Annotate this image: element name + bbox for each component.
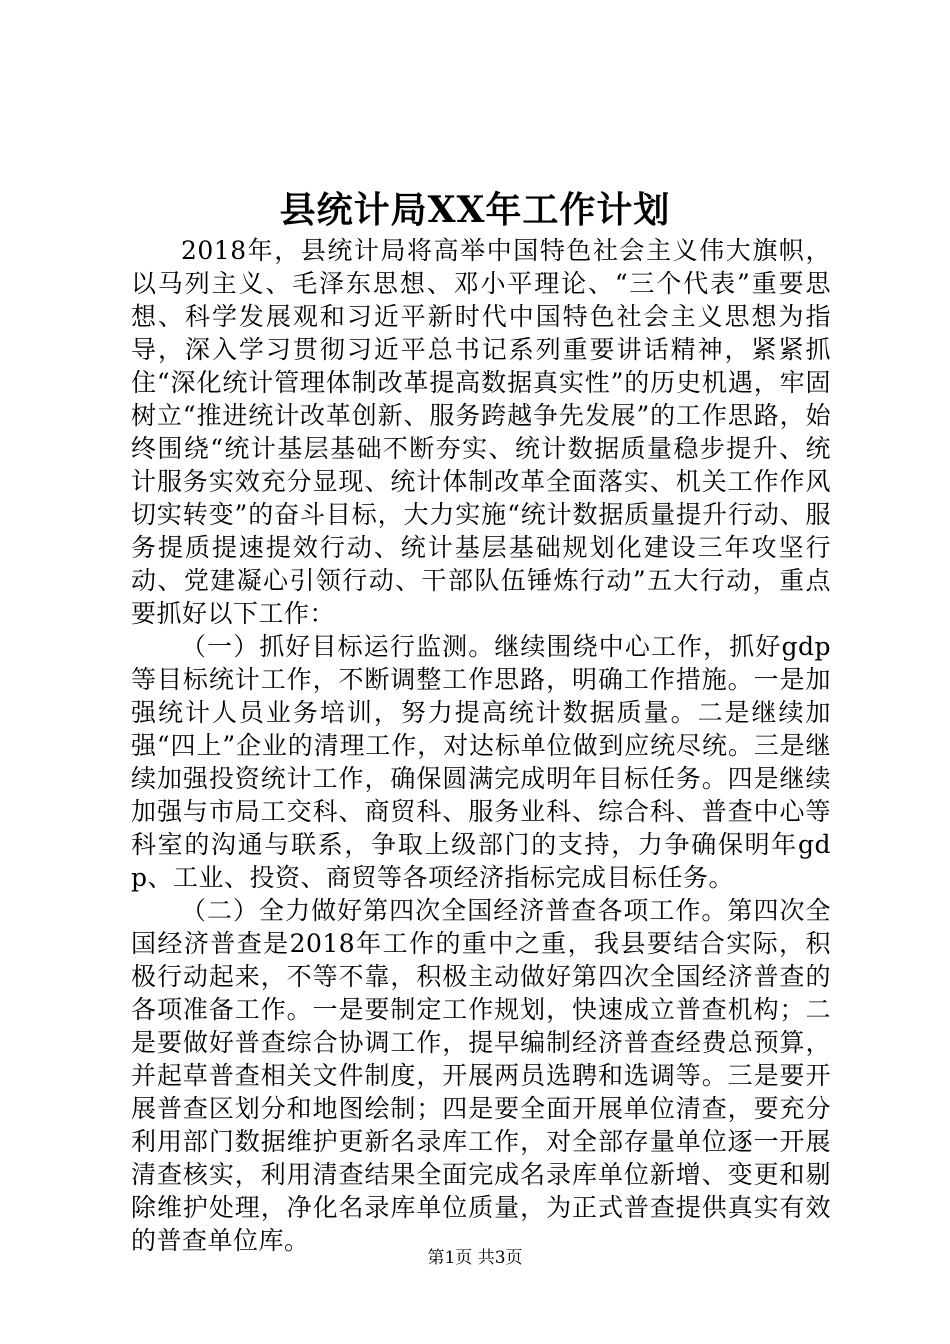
- page-title: 县统计局XX年工作计划: [279, 189, 671, 231]
- paragraph-section-2: （二）全力做好第四次全国经济普查各项工作。第四次全国经济普查是2018年工作的重中之重，我县要结合实际，积极行动起来，不等不靠，积极主动做好第四次全国经济普查的各项准备工作。一是要制定工作规划，快速成立普查机构；二是要做好普查综合协调工作，提早编制经济普查经费总预算，并起草普查相关文件制度，开展两员选聘和选调等。三是要开展普查区划分和地图绘制；四是要全面开展单位清查，要充分利用部门数据维护更新名录库工作，对全部存量单位逐一开展清查核实，利用清查结果全面完成名录库单位新增、变更和剔除维护处理，净化名录库单位质量，为正式普查提供真实有效的普查单位库。: [131, 896, 831, 1255]
- document-body: [131, 234, 831, 1257]
- page-number-footer: 第1页 共3页: [427, 1248, 523, 1268]
- paragraph-intro: 2018年，县统计局将高举中国特色社会主义伟大旗帜，以马列主义、毛泽东思想、邓小平理论、“三个代表”重要思想、科学发展观和习近平新时代中国特色社会主义思想为指导，深入学习贯彻习近平总书记系列重要讲话精神，紧紧抓住“深化统计管理体制改革提高数据真实性”的历史机遇，牢固树立“推进统计改革创新、服务跨越争先发展”的工作思路，始终围绕“统计基层基础不断夯实、统计数据质量稳步提升、统计服务实效充分显现、统计体制改革全面落实、机关工作作风切实转变”的奋斗目标，大力实施“统计数据质量提升行动、服务提质提速提效行动、统计基层基础规划化建设三年攻坚行动、党建凝心引领行动、干部队伍锤炼行动”五大行动，重点要抓好以下工作：: [131, 236, 831, 628]
- paragraph-section-1: （一）抓好目标运行监测。继续围绕中心工作，抓好gdp等目标统计工作，不断调整工作思路，明确工作措施。一是加强统计人员业务培训，努力提高统计数据质量。二是继续加强“四上”企业的清理工作，对达标单位做到应统尽统。三是继续加强投资统计工作，确保圆满完成明年目标任务。四是继续加强与市局工交科、商贸科、服务业科、综合科、普查中心等科室的沟通与联系，争取上级部门的支持，力争确保明年gdp、工业、投资、商贸等各项经济指标完成目标任务。: [131, 632, 831, 892]
